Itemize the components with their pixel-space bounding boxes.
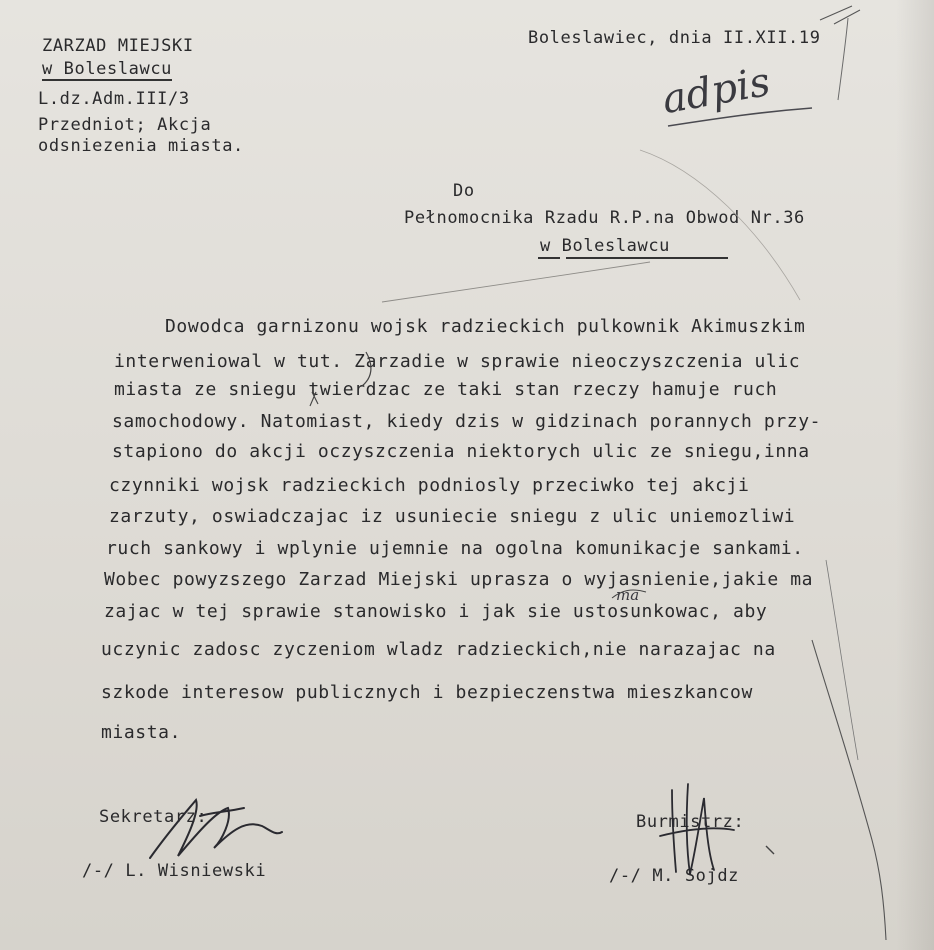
pencil-stroke: [766, 846, 774, 854]
body-line: samochodowy. Natomiast, kiedy dzis w gidzinach porannych przy-: [112, 411, 822, 432]
office-name: ZARZAD MIEJSKI: [42, 36, 194, 56]
recipient-to: Do: [453, 181, 475, 201]
recipient-name: Pełnomocnika Rzadu R.P.na Obwod Nr.36: [404, 208, 805, 228]
handwritten-interlinear: ma: [616, 586, 640, 604]
body-line: zajac w tej sprawie stanowisko i jak sie ustosunkowac, aby: [104, 601, 768, 622]
body-line: uczynic zadosc zyczeniom wladz radzieckich,nie narazajac na: [101, 639, 776, 660]
body-line: Dowodca garnizonu wojsk radzieckich pulkownik Akimuszkim: [165, 316, 806, 337]
body-line: Wobec powyzszego Zarzad Miejski uprasza o wyjasnienie,jakie ma: [104, 569, 814, 590]
mayor-name: /-/ M. Sojdz: [609, 866, 740, 886]
page-edge-shadow: [896, 0, 934, 950]
body-line: czynniki wojsk radzieckich podniosly przeciwko tej akcji: [109, 475, 750, 496]
secretary-title: Sekretarz:: [99, 807, 208, 827]
recipient-city: w Boleslawcu: [540, 236, 671, 256]
body-line: stapiono do akcji oczyszczenia niektorych ulic ze sniegu,inna: [112, 441, 810, 462]
handwritten-annotation: adpis: [658, 58, 774, 124]
body-line: miasta ze sniegu twierdzac ze taki stan rzeczy hamuje ruch: [114, 379, 778, 400]
pencil-stroke: [826, 560, 858, 760]
body-line: miasta.: [101, 722, 182, 743]
body-line: szkode interesow publicznych i bezpieczenstwa mieszkancow: [101, 682, 753, 703]
body-line: ruch sankowy i wplynie ujemnie na ogolna komunikacje sankami.: [106, 538, 804, 559]
pencil-stroke: [382, 262, 650, 302]
office-city: w Boleslawcu: [42, 59, 173, 79]
pencil-stroke: [820, 6, 860, 24]
body-line: zarzuty, oswiadczajac iz usuniecie sniegu z ulic uniemozliwi: [109, 506, 796, 527]
subject-line-1: Przedniot; Akcja: [38, 115, 212, 135]
reference-number: L.dz.Adm.III/3: [38, 89, 190, 109]
mayor-title: Burmistrz:: [636, 812, 745, 832]
secretary-name: /-/ L. Wisniewski: [82, 861, 267, 881]
place-date: Boleslawiec, dnia II.XII.19: [528, 28, 821, 48]
pencil-stroke: [812, 640, 886, 940]
body-line: interweniowal w tut. Zarzadie w sprawie nieoczyszczenia ulic: [114, 351, 801, 372]
subject-line-2: odsniezenia miasta.: [38, 136, 244, 156]
pencil-stroke: [838, 18, 848, 100]
